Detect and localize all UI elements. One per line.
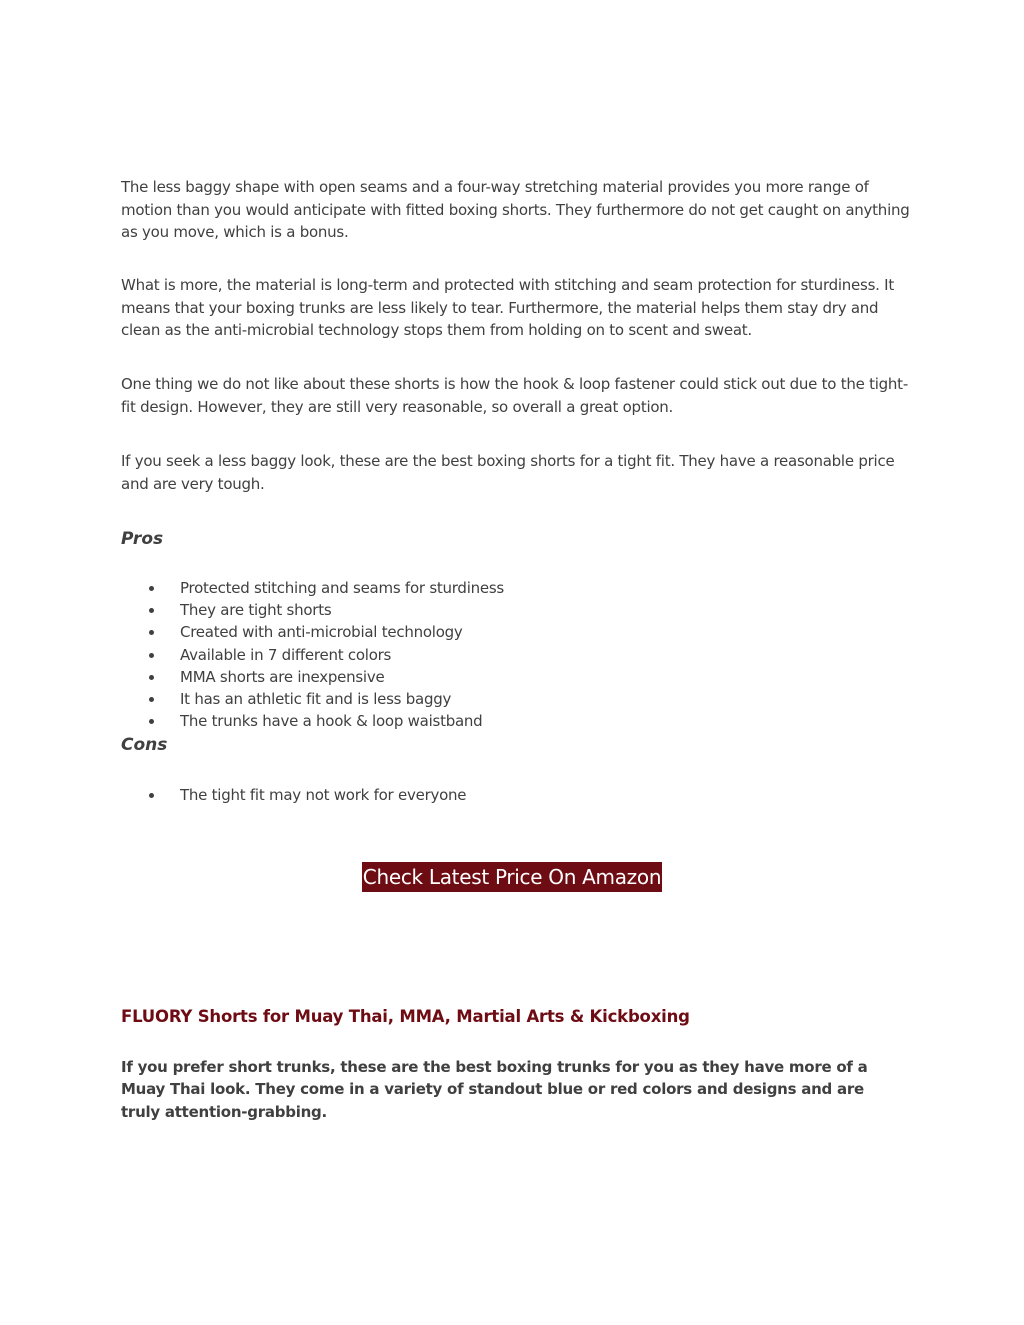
cons-item-text: The tight fit may not work for everyone	[180, 786, 467, 804]
pros-item	[149, 621, 504, 643]
pros-item-text: Available in 7 different colors	[180, 645, 392, 664]
cons-item	[149, 784, 466, 806]
pros-item	[149, 577, 504, 599]
bullet-icon	[149, 630, 154, 635]
pros-item	[149, 666, 504, 688]
bullet-icon	[149, 697, 154, 702]
product-title: FLUORY Shorts for Muay Thai, MMA, Martial Arts & Kickboxing	[121, 1007, 690, 1026]
pros-item	[149, 644, 504, 666]
paragraph-summary: If you seek a less baggy look, these are the best boxing shorts for a tight fit. They have a reasonable price and are very tough.	[121, 452, 895, 493]
cons-list	[149, 784, 466, 806]
pros-item-text: They are tight shorts	[180, 601, 332, 620]
pros-item-text: The trunks have a hook & loop waistband	[180, 712, 483, 731]
bullet-icon	[149, 675, 154, 680]
cons-heading: Cons	[121, 735, 168, 755]
bullet-icon	[149, 793, 154, 798]
bullet-icon	[149, 586, 154, 591]
pros-heading: Pros	[121, 529, 164, 549]
paragraph-material: What is more, the material is long-term and protected with stitching and seam protection for sturdiness. It means that your boxing trunks are less likely to tear. Furthermore, the material helps them stay dry and clean as the anti-microbial technology stops them from holding on to scent and sweat.	[121, 276, 894, 339]
pros-item-text: It has an athletic fit and is less baggy	[180, 690, 452, 709]
check-price-button[interactable]: Check Latest Price On Amazon	[362, 862, 662, 892]
pros-item-text: MMA shorts are inexpensive	[180, 667, 385, 686]
bullet-icon	[149, 608, 154, 613]
pros-list	[149, 577, 504, 732]
paragraph-drawback: One thing we do not like about these shorts is how the hook & loop fastener could stick out due to the tight-fit design. However, they are still very reasonable, so overall a great option.	[121, 375, 908, 416]
pros-item	[149, 688, 504, 710]
pros-item	[149, 710, 504, 732]
paragraph-shape: The less baggy shape with open seams and a four-way stretching material provides you more range of motion than you would anticipate with fitted boxing shorts. They furthermore do not get caught on anything as you move, which is a bonus.	[121, 178, 910, 241]
pros-item	[149, 599, 504, 621]
bullet-icon	[149, 719, 154, 724]
cta-container	[121, 862, 903, 892]
product-intro: If you prefer short trunks, these are the best boxing trunks for you as they have more of a Muay Thai look. They come in a variety of standout blue or red colors and designs and are truly attention-grabbing.	[121, 1058, 868, 1121]
pros-item-text: Protected stitching and seams for sturdiness	[180, 579, 504, 597]
bullet-icon	[149, 653, 154, 658]
pros-item-text: Created with anti-microbial technology	[180, 623, 463, 642]
